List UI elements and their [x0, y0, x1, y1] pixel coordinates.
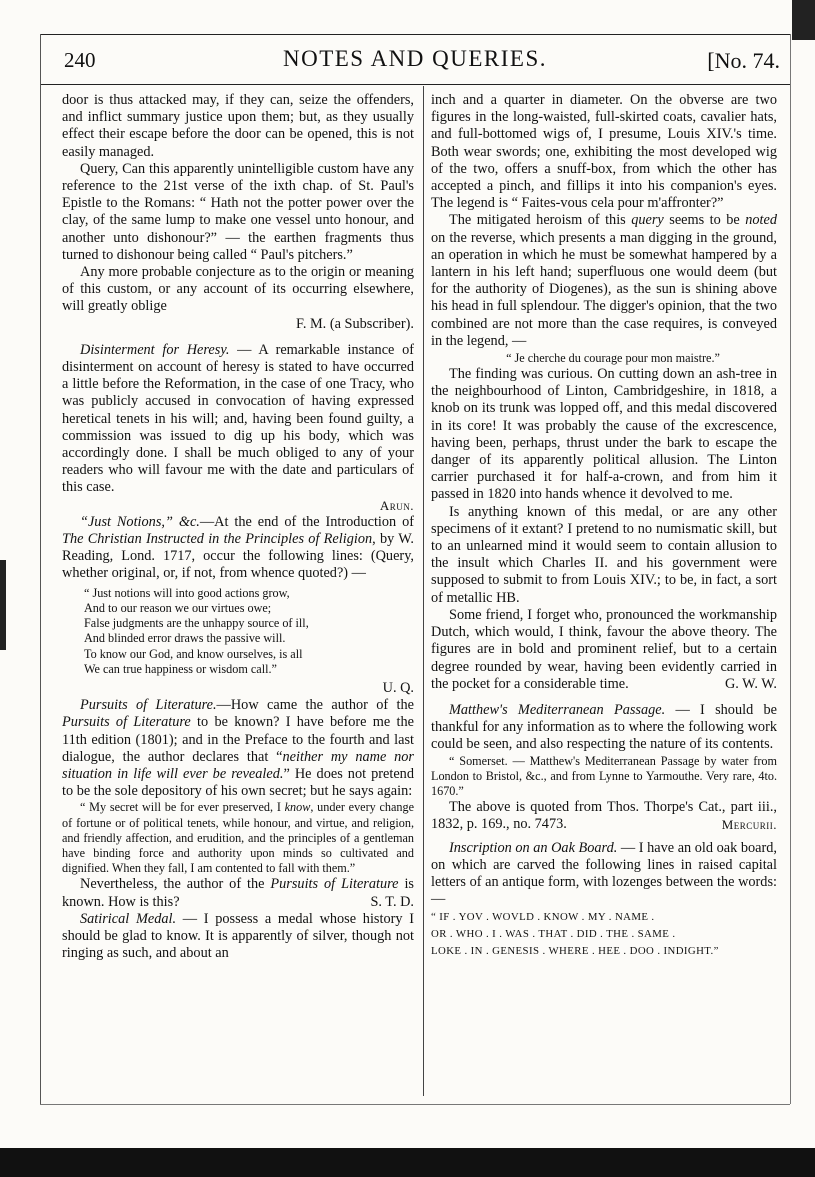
verse-line: “ Just notions will into good actions grow, — [84, 585, 290, 600]
verse-line: And blinded error draws the passive will. — [84, 631, 286, 646]
left-border — [40, 34, 41, 1104]
page-edge-mark — [0, 560, 6, 650]
paragraph: door is thus attacked may, if they can, seize the offenders, and inflict summary justice upon them; but, as they usually effect their escape before the door can be opened, this is not easily managed. — [62, 92, 414, 160]
verse-line: We can true happiness or wisdom call.” — [84, 661, 277, 676]
article-title: “Just Notions,” &c. — [80, 513, 200, 530]
signature: S. T. D. — [370, 893, 414, 910]
bottom-rule — [40, 1104, 790, 1105]
binding-shadow — [792, 0, 815, 40]
article-disinterment: Disinterment for Heresy. — A remarkable instance of disinterment on account of heresy is stated to have occurred a little before the Reformation, in the case of one Tracy, who was publicly accused in convocation of having expressed heretical tenets in his will; and, having been found guilty, a commission was issued to dig up his body, which was accordingly done. I shall be much obliged to any of your readers who will favour me with the date and particulars of this case. — [62, 341, 414, 496]
right-column — [431, 92, 777, 961]
paragraph: The above is quoted from Thos. Thorpe's Cat., part iii., 1832, p. 169., no. 7473. Mercurii. — [431, 799, 777, 833]
article-pursuits: Pursuits of Literature.—How came the author of the Pursuits of Literature to be known? I have before me the 11th edition (1801); and in the Preface to the fourth and last dialogue, the author declares that “neither my name nor situation in life will ever be revealed.” He does not pretend to be the sole depository of his own secret; but he says again: — [62, 697, 414, 800]
journal-title: NOTES AND QUERIES. — [282, 46, 548, 71]
signature: Arun. — [379, 497, 414, 513]
verse-line: And to our reason we our virtues owe; — [84, 600, 272, 615]
paragraph: Is anything known of this medal, or are any other specimens of it extant? I pretend to no numismatic skill, but to an unlearned mind it would seem to contain allusion to the insult which Charles II. and his government were supposed to submit to from Louis XIV.; to be, in fact, a sort of metallic HB. — [431, 503, 777, 606]
paragraph: Nevertheless, the author of the Pursuits of Literature is known. How is this? S. T. D. — [62, 876, 414, 910]
article-title: Pursuits of Literature. — [80, 697, 217, 714]
scan-edge — [0, 1148, 815, 1177]
inscription-line: “ IF . YOV . WOVLD . KNOW . MY . NAME . — [431, 911, 655, 924]
verse-line: False judgments are the unhappy source of ill, — [84, 616, 309, 631]
inscription-line: OR . WHO . I . WAS . THAT . DID . THE . SAME . — [431, 928, 676, 941]
signature: F. M. (a Subscriber). — [296, 315, 414, 332]
paragraph: Some friend, I forget who, pronounced the workmanship Dutch, which would, I think, favour the above theory. The figures are in bold and prominent relief, but to a certain degree rounded by wear, having been evidently carried in the pocket for a considerable time. G. W. W. — [431, 606, 777, 692]
block-quote: “ Somerset. — Matthew's Mediterranean Passage by water from London to Bristol, &c., and from Lynne to Yarmouthe. Very rare, 4to. 1670.” — [431, 753, 777, 798]
article-title: Inscription on an Oak Board. — [449, 839, 618, 856]
paragraph: The finding was curious. On cutting down an ash-tree in the neighbourhood of Linton, Cambridgeshire, in 1818, a knob on its trunk was lopped off, and this medal discovered in its core! It was probably the cause of the excrescence, having been, perhaps, thrust under the bark to escape the danger of its apparently political allusion. The Linton carrier purchased it for half-a-crown, and from him it passed in 1820 into hands whence it devolved to me. — [431, 366, 777, 503]
paragraph: The mitigated heroism of this query seems to be noted on the reverse, which presents a man digging in the ground, an operation in which he must be somewhat hampered by a lantern in his left hand; superfluous one would deem (but for the authority of Diogenes), as the sun is shining above his head in full splendour. The digger's opinion, that the two combined are not more than the case requires, is conveyed in the legend, — — [431, 212, 777, 349]
signature: G. W. W. — [724, 675, 777, 692]
article-satirical-medal: Satirical Medal. — I possess a medal whose history I should be glad to know. It is apparently of silver, though not ringing as such, and about an — [62, 910, 414, 962]
article-mediterranean-passage: Matthew's Mediterranean Passage. — I should be thankful for any information as to where the following work could be seen, and also respecting the nature of its contents. — [431, 701, 777, 753]
inscription-quote — [431, 910, 777, 959]
signature: U. Q. — [382, 679, 414, 696]
article-title: Disinterment for Heresy. — [80, 341, 230, 358]
article-inscription: Inscription on an Oak Board. — I have an old oak board, on which are carved the following lines in raised capital letters of an antique form, with lozenges between the words: — — [431, 839, 777, 908]
verse-line: To know our God, and know ourselves, is all — [84, 646, 303, 661]
article-just-notions: “Just Notions,” &c.—At the end of the Introduction of The Christian Instructed in the Principles of Religion, by W. Reading, Lond. 1717, occur the following lines: (Query, whether original, or, if not, from whence quoted?) — — [62, 513, 415, 582]
paragraph: inch and a quarter in diameter. On the obverse are two figures in the long-waisted, full-skirted coats, cavalier hats, and full-bottomed wigs of, I presume, Louis XIV.'s time. Both wear swords; one, exhibiting the most developed wig of the two, offers a snuff-box, from which the other has accepted a pinch, and fillips it into his companion's eyes. The legend is “ Faites-vous cela pour m'affronter?” — [431, 92, 777, 212]
signature: Mercurii. — [721, 817, 777, 833]
paragraph: Any more probable conjecture as to the origin or meaning of this custom, or any account of its occurring elsewhere, will greatly oblige — [62, 264, 414, 315]
medal-legend: “ Je cherche du courage pour mon maistre.” — [506, 351, 720, 366]
header-rule — [40, 84, 790, 85]
right-border — [790, 34, 791, 1104]
page-number: 240 — [64, 48, 96, 72]
column-separator — [423, 86, 424, 1096]
top-rule — [40, 34, 790, 35]
issue-number: [No. 74. — [707, 48, 780, 73]
verse-quote — [62, 586, 414, 677]
paragraph: Query, Can this apparently unintelligible custom have any reference to the 21st verse of the ixth chap. of St. Paul's Epistle to the Romans: “ Hath not the potter power over the clay, of the same lump to make one vessel unto honour, and another unto dishonour?” — the earthen fragments thus turned to dishonour being called “ Paul's pitchers.” — [62, 160, 414, 263]
inscription-line: LOKE . IN . GENESIS . WHERE . HEE . DOO . INDIGHT.” — [431, 945, 719, 958]
block-quote: “ My secret will be for ever preserved, I know, under every change of fortune or of political tenets, while honour, and virtue, and religion, and friendly affection, and erudition, and the principles of a gentleman have binding force and authority upon minds so cultivated and dignified. When they fall, I am contented to fall with them.” — [62, 800, 414, 876]
page-header — [40, 44, 790, 80]
article-title: Satirical Medal. — [80, 910, 177, 927]
article-title: Matthew's Mediterranean Passage. — [449, 701, 666, 718]
left-column — [62, 92, 414, 962]
